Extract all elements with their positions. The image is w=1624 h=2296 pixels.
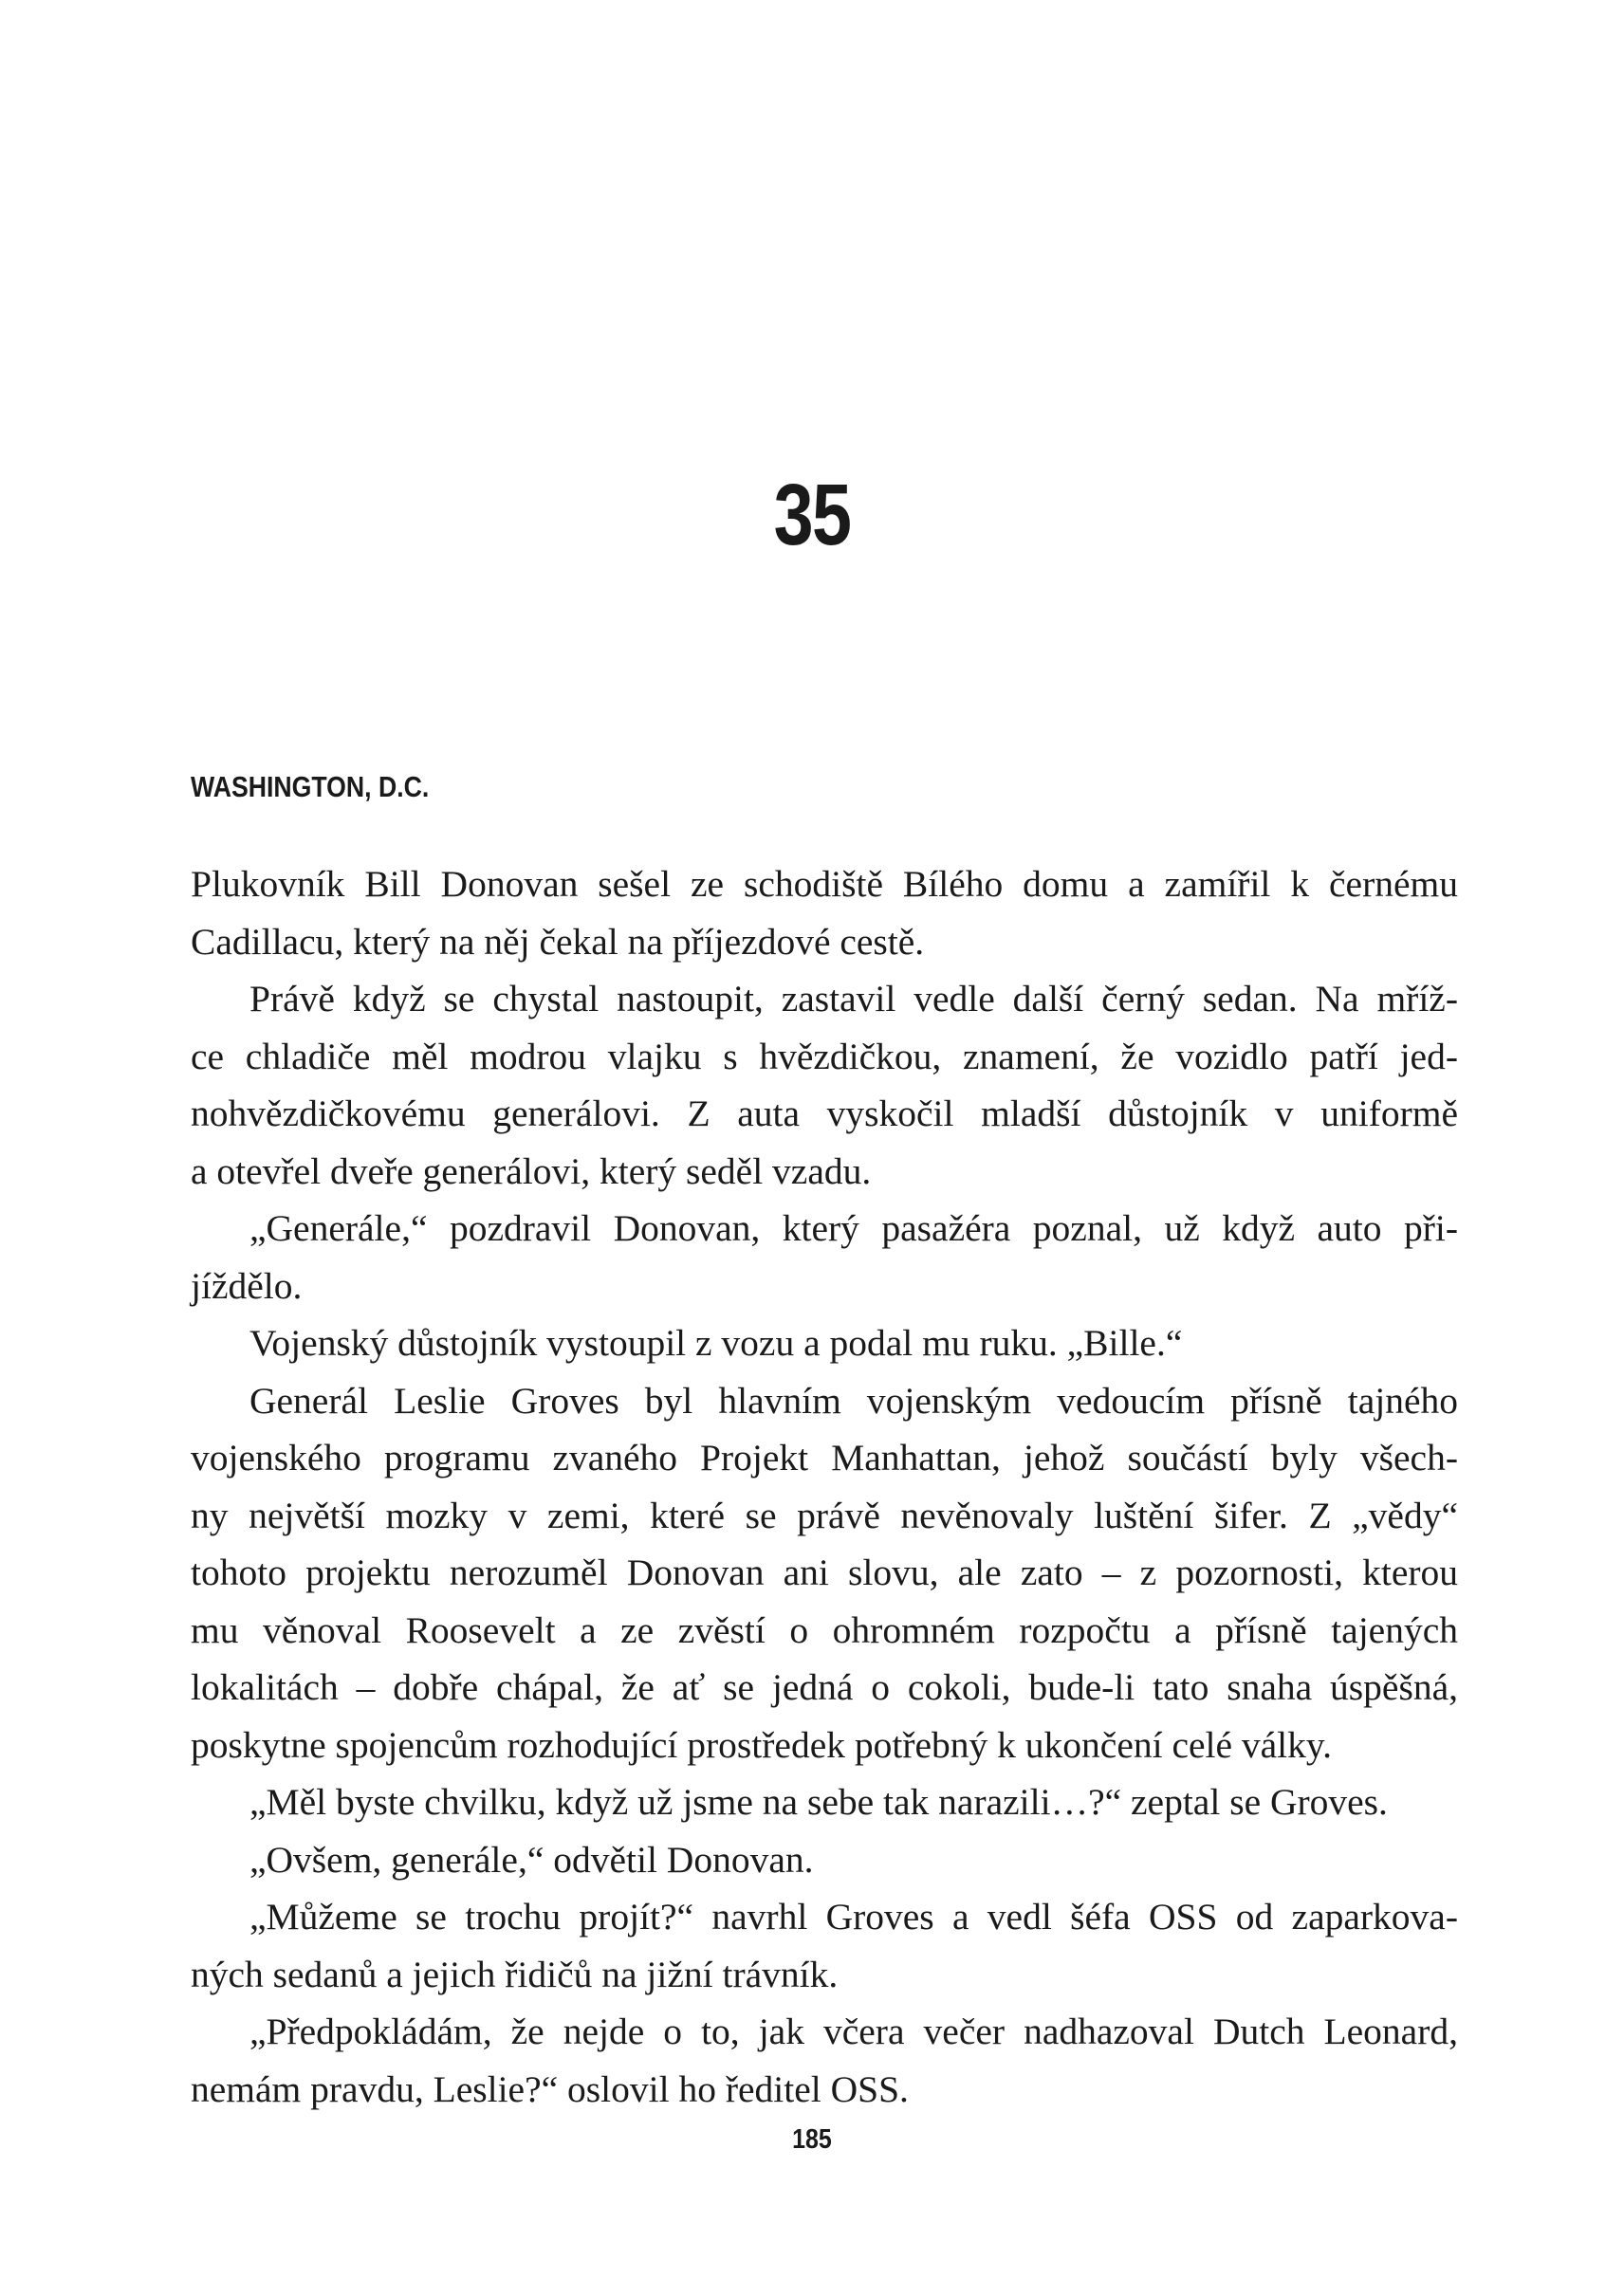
text-line: „Generále,“ pozdravil Donovan, který pasažéra poznal, už když auto při- — [249, 1207, 1458, 1249]
location-heading: WASHINGTON, D.C. — [191, 770, 430, 803]
text-line: „Můžeme se trochu projít?“ navrhl Groves a vedl šéfa OSS od zaparkova- — [249, 1896, 1458, 1938]
text-line: a otevřel dveře generálovi, který seděl vzadu. — [191, 1149, 872, 1192]
text-line: tohoto projektu nerozuměl Donovan ani slovu, ale zato – z pozornosti, kterou — [191, 1552, 1458, 1593]
page-number: 185 — [792, 2124, 832, 2155]
text-line: ce chladiče měl modrou vlajku s hvězdičkou, znamení, že vozidlo patří jed- — [191, 1035, 1458, 1077]
text-line: ných sedanů a jejich řidičů na jižní trávník. — [191, 1953, 839, 1995]
body-text — [191, 855, 1458, 2118]
text-line: nohvězdičkovému generálovi. Z auta vyskočil mladší důstojník v uniformě — [191, 1093, 1458, 1134]
text-line: mu věnoval Roosevelt a ze zvěstí o ohromném rozpočtu a přísně tajených — [191, 1608, 1458, 1651]
text-line: ny největší mozky v zemi, které se právě nevěnovaly luštění šifer. Z „vědy“ — [191, 1494, 1458, 1536]
text-line: Generál Leslie Groves byl hlavním vojenským vedoucím přísně tajného — [249, 1379, 1458, 1422]
text-line: Cadillacu, který na něj čekal na příjezdové cestě. — [191, 920, 925, 963]
text-line: „Předpokládám, že nejde o to, jak včera večer nadhazoval Dutch Leonard, — [249, 2011, 1458, 2052]
text-line: nemám pravdu, Leslie?“ oslovil ho ředitel OSS. — [191, 2067, 909, 2110]
text-line: „Ovšem, generále,“ odvětil Donovan. — [249, 1838, 814, 1881]
text-line: Právě když se chystal nastoupit, zastavil vedle další černý sedan. Na mříž- — [249, 978, 1458, 1019]
text-line: Plukovník Bill Donovan sešel ze schodiště Bílého domu a zamířil k černému — [191, 863, 1458, 905]
text-line: vojenského programu zvaného Projekt Manhattan, jehož součástí byly všech- — [191, 1437, 1458, 1479]
text-line: Vojenský důstojník vystoupil z vozu a podal mu ruku. „Bille.“ — [249, 1322, 1183, 1364]
text-line: lokalitách – dobře chápal, že ať se jedná o cokoli, bude-li tato snaha úspěšná, — [191, 1666, 1458, 1708]
text-line: poskytne spojencům rozhodující prostředek potřebný k ukončení celé války. — [191, 1723, 1332, 1766]
chapter-number: 35 — [773, 467, 851, 563]
text-line: „Měl byste chvilku, když už jsme na sebe tak narazili…?“ zeptal se Groves. — [249, 1781, 1388, 1823]
text-line: jíždělo. — [191, 1264, 303, 1307]
